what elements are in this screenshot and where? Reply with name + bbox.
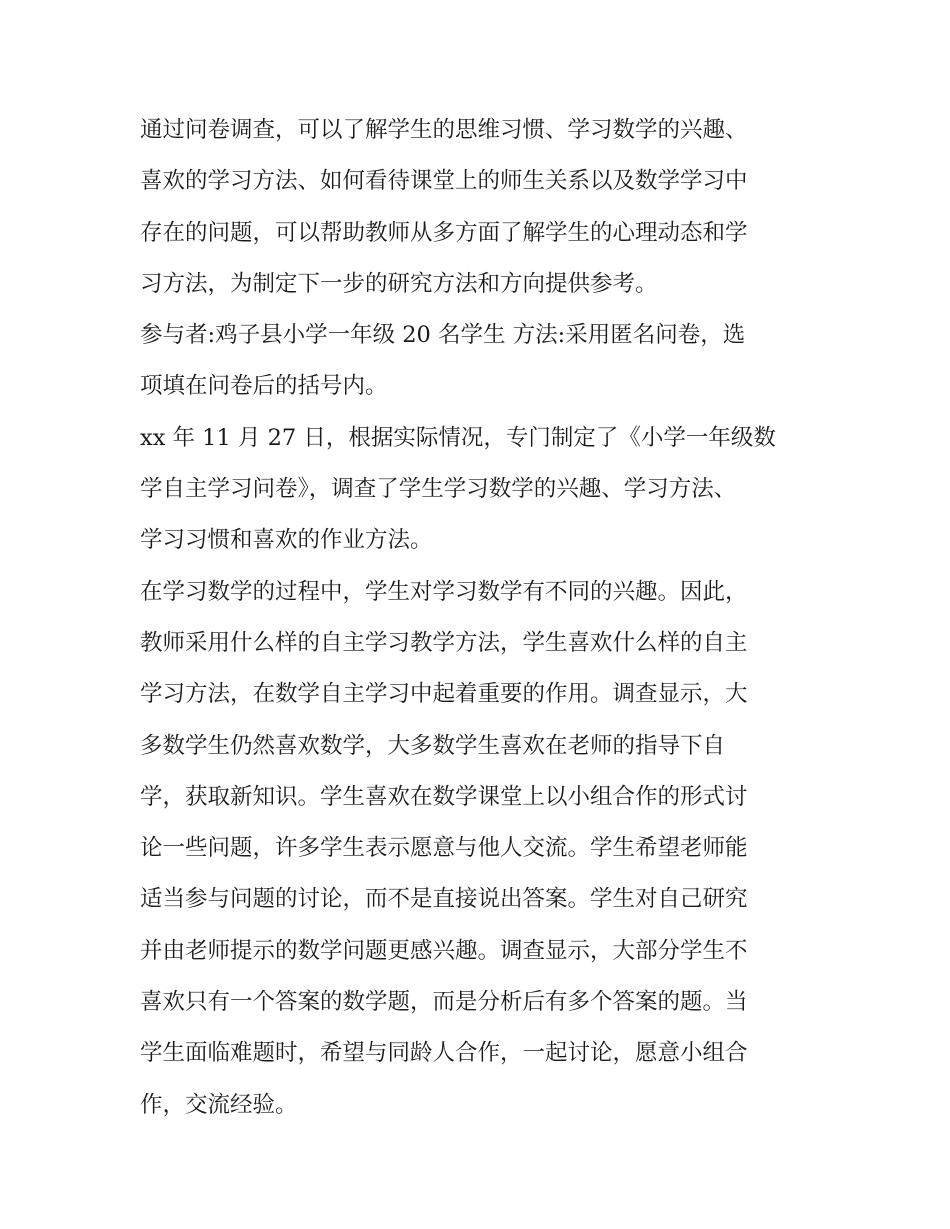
text-line: 学习习惯和喜欢的作业方法。: [140, 527, 433, 554]
text-line: 作，交流经验。: [140, 1091, 298, 1118]
text-line: 多数学生仍然喜欢数学，大多数学生喜欢在老师的指导下自: [140, 732, 726, 759]
paragraph-findings: [140, 567, 820, 1131]
paragraph-survey-date: [140, 413, 820, 567]
text-line: 学自主学习问卷》，调查了学生学习数学的兴趣、学习方法、: [140, 476, 737, 503]
text-line: 参与者:鸡子县小学一年级 20 名学生 方法:采用匿名问卷，选: [140, 322, 746, 349]
text-line: 喜欢的学习方法、如何看待课堂上的师生关系以及数学学习中: [140, 168, 748, 195]
text-line: 项填在问卷后的括号内。: [140, 373, 388, 400]
text-line: 论一些问题，许多学生表示愿意与他人交流。学生希望老师能: [140, 835, 748, 862]
body-text: [140, 105, 820, 1131]
text-line: 在学习数学的过程中，学生对学习数学有不同的兴趣。因此，: [140, 578, 748, 605]
text-line: 并由老师提示的数学问题更感兴趣。调查显示，大部分学生不: [140, 937, 748, 964]
text-line: 教师采用什么样的自主学习教学方法，学生喜欢什么样的自主: [140, 629, 748, 656]
paragraph-survey-purpose: [140, 105, 820, 310]
text-line: 习方法，为制定下一步的研究方法和方向提供参考。: [140, 270, 658, 297]
text-line: 学生面临难题时，希望与同龄人合作，一起讨论，愿意小组合: [140, 1040, 748, 1067]
text-line: 通过问卷调查，可以了解学生的思维习惯、学习数学的兴趣、: [140, 117, 748, 143]
paragraph-participants-method: [140, 310, 820, 413]
text-line: 学，获取新知识。学生喜欢在数学课堂上以小组合作的形式讨: [140, 783, 748, 810]
text-line: 适当参与问题的讨论，而不是直接说出答案。学生对自己研究: [140, 886, 748, 913]
text-line: 存在的问题，可以帮助教师从多方面了解学生的心理动态和学: [140, 219, 748, 246]
text-line: 学习方法，在数学自主学习中起着重要的作用。调查显示，大: [140, 681, 748, 708]
text-line: xx 年 11 月 27 日，根据实际情况，专门制定了《小学一年级数: [140, 424, 776, 451]
text-line: 喜欢只有一个答案的数学题，而是分析后有多个答案的题。当: [140, 989, 748, 1016]
